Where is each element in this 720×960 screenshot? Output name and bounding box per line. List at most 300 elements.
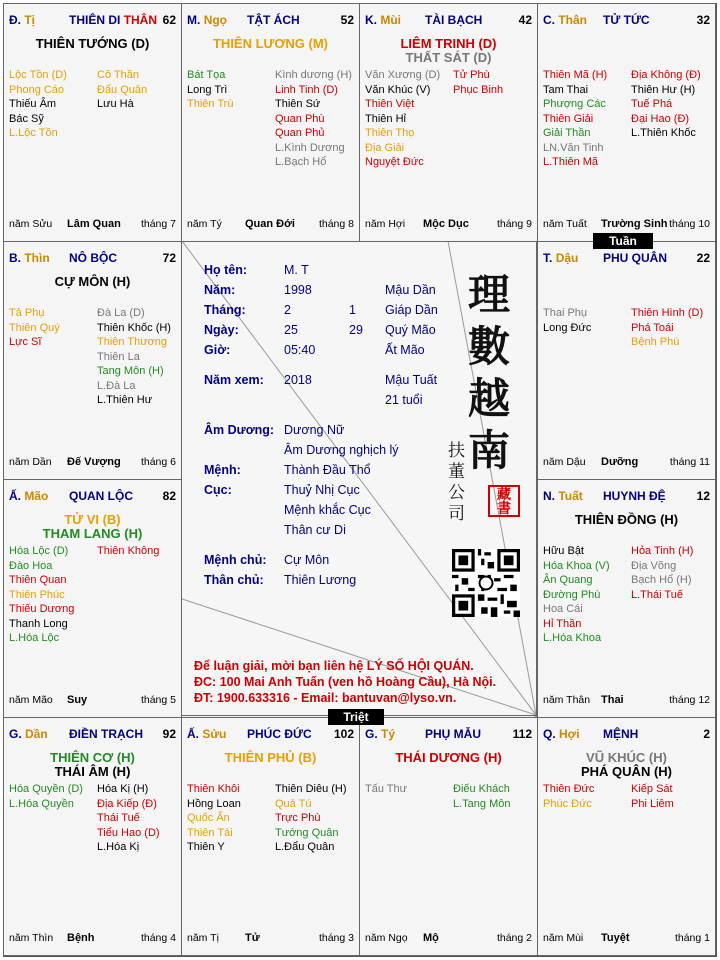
contact-address: ĐC: 100 Mai Anh Tuấn (ven hồ Hoàng Cầu), Hà Nội.: [194, 675, 497, 689]
palace-cell-ngo: [181, 3, 360, 242]
main-star: THẤT SÁT (D): [405, 50, 492, 65]
minor-star: Long Đức: [543, 321, 592, 334]
palace-footer: [9, 694, 176, 708]
minor-star: Văn Xương (D): [365, 69, 441, 81]
chi-label: Mùi: [380, 13, 402, 27]
palace-header: [9, 489, 176, 503]
minor-star: Tam Thai: [543, 83, 589, 96]
main-star: THÁI DƯƠNG (H): [395, 750, 502, 765]
main-star: THIÊN PHỦ (B): [224, 750, 317, 765]
palace-name: [425, 13, 482, 27]
minor-star: Thiên Hư (H): [631, 83, 696, 96]
minor-star: Thiếu Âm: [9, 98, 57, 110]
truong-sinh-stage: Tuyệt: [601, 932, 630, 944]
hoten-label: Họ tên:: [204, 263, 248, 277]
palace-footer: [9, 456, 176, 470]
palace-header: [9, 13, 176, 27]
minor-star: Tuế Phá: [631, 98, 673, 110]
minor-star: Thiên Việt: [365, 98, 415, 110]
han-month: tháng 6: [140, 456, 176, 468]
palace-footer: [543, 218, 710, 232]
minor-stars-right: [631, 306, 703, 350]
palace-cell-hoi: [537, 717, 716, 956]
calligraphy-char: 理: [468, 270, 511, 319]
han-month: tháng 10: [669, 218, 710, 230]
chi-label: Tị: [24, 13, 36, 27]
minor-stars-left: [543, 68, 607, 170]
chi-label: Thìn: [24, 251, 50, 265]
minor-star: Cô Thần: [97, 69, 139, 81]
main-star: CỰ MÔN (H): [54, 274, 131, 289]
minor-star: Địa Không (Đ): [631, 69, 701, 81]
minor-stars-right: [97, 782, 160, 855]
calligraphy-char: 數: [468, 322, 511, 371]
minor-star: L.Thiên Mã: [543, 156, 599, 168]
main-star: THIÊN LƯƠNG (M): [212, 36, 329, 51]
palace-name-text: MỆNH: [603, 727, 639, 741]
palace-name-text: TÀI BẠCH: [425, 13, 483, 27]
palace-name: [69, 727, 143, 741]
palace-number: 102: [333, 727, 354, 741]
main-star: THIÊN ĐỒNG (H): [574, 512, 679, 527]
palace-number: 2: [703, 727, 710, 741]
minor-star: Thiên Phúc: [9, 588, 65, 601]
calligraphy-small: [448, 441, 465, 525]
namxem-value: 2018: [284, 373, 312, 387]
minor-star: Lộc Tồn (D): [9, 69, 67, 81]
namxem-am: Mậu Tuất: [385, 373, 438, 387]
minor-star: Văn Khúc (V): [365, 83, 431, 96]
palace-header: [543, 727, 710, 741]
can-label: M.: [187, 13, 201, 27]
minor-star: L.Đà La: [97, 379, 136, 392]
amduong-note: Âm Dương nghịch lý: [284, 443, 399, 457]
can-label: T.: [543, 251, 553, 265]
minor-star: Hóa Lộc (D): [9, 545, 69, 557]
main-star: THÁI ÂM (H): [54, 764, 131, 779]
minor-star: Đại Hao (Đ): [631, 112, 690, 125]
palace-cell-ty: [359, 717, 538, 956]
chi-label: Tý: [381, 727, 396, 741]
minor-star: Phong Cáo: [9, 83, 65, 96]
han-month: tháng 3: [318, 932, 354, 944]
han-year: năm Thìn: [9, 932, 54, 944]
truong-sinh-stage: Trường Sinh: [601, 218, 668, 230]
minor-star: Kình dương (H): [275, 69, 352, 81]
palace-footer: [9, 218, 176, 232]
palace-name-text: THIÊN DI: [69, 13, 121, 27]
minor-star: Quan Phủ: [275, 127, 325, 139]
minor-star: L.Hóa Quyền: [9, 797, 74, 810]
palace-header: [543, 13, 710, 27]
chi-label: Mão: [24, 489, 49, 503]
can-label: Ấ.: [187, 727, 199, 741]
palace-number: 62: [162, 13, 176, 27]
amduong-value: Dương Nữ: [284, 423, 345, 437]
minor-star: Tướng Quân: [275, 826, 339, 839]
chi-label: Thân: [558, 13, 588, 27]
minor-star: Hỉ Thần: [543, 617, 582, 630]
minor-star: Địa Kiếp (Đ): [97, 797, 157, 810]
palace-name: [603, 13, 650, 27]
minor-star: L.Thiên Khốc: [631, 127, 696, 139]
minor-star: Thiên Trù: [187, 98, 234, 110]
cuc-value: Thuỷ Nhị Cục: [284, 483, 360, 497]
minor-stars-right: [631, 782, 674, 811]
minor-star: Thiên La: [97, 350, 140, 363]
han-month: tháng 5: [140, 694, 176, 706]
han-month: tháng 12: [669, 694, 710, 706]
minor-star: Hóa Kị (H): [97, 783, 149, 795]
can-label: Đ.: [9, 13, 21, 27]
palace-name-text: PHÚC ĐỨC: [247, 727, 312, 741]
minor-star: Kiếp Sát: [631, 783, 673, 795]
chi-label: Sửu: [202, 727, 227, 741]
palace-cell-thin: [3, 241, 182, 480]
chi-label: Ngọ: [203, 13, 228, 27]
minor-star: Điếu Khách: [453, 783, 510, 795]
minor-star: L.Hóa Lộc: [9, 632, 60, 644]
palace-name: [425, 727, 481, 741]
han-year: năm Tuất: [543, 218, 587, 230]
nam-value: 1998: [284, 283, 312, 297]
chi-label: Dần: [25, 727, 48, 741]
palace-cell-suu: [181, 717, 360, 956]
palace-header: [9, 251, 176, 265]
main-star: LIÊM TRINH (D): [400, 36, 497, 51]
minor-stars-left: [365, 782, 407, 797]
minor-star: Bệnh Phù: [631, 336, 680, 348]
gio-label: Giờ:: [204, 343, 231, 357]
can-label: N.: [543, 489, 555, 503]
minor-star: Thiên Sứ: [275, 98, 321, 110]
minor-star: L.Hóa Kị: [97, 841, 140, 853]
qr-code[interactable]: [452, 549, 520, 617]
minor-star: L.Kình Dương: [275, 141, 345, 154]
minor-star: Hữu Bật: [543, 545, 584, 557]
minor-star: Thiên Diêu (H): [275, 783, 347, 795]
chi-label: Hợi: [559, 727, 580, 741]
minor-star: Thái Tuế: [97, 812, 140, 824]
palace-number: 12: [696, 489, 710, 503]
palace-number: 42: [518, 13, 532, 27]
palace-header: [9, 727, 176, 741]
thang-am-number: 1: [349, 303, 356, 317]
can-label: K.: [365, 13, 377, 27]
minor-star: Hóa Quyền (D): [9, 783, 83, 795]
triet-marker: Triệt: [328, 709, 384, 725]
hoten-value: M. T: [284, 263, 309, 277]
minor-star: Thiên Giải: [543, 112, 594, 125]
than-marker: THÂN: [123, 13, 158, 27]
minor-star: Thiên Khôi: [187, 783, 240, 795]
nam-am: Mậu Dần: [385, 283, 436, 297]
han-month: tháng 9: [496, 218, 532, 230]
palace-name-text: PHU QUÂN: [603, 251, 668, 265]
palace-cell-ti: [3, 3, 182, 242]
minor-stars-left: [187, 782, 241, 855]
minor-star: Phi Liêm: [631, 797, 674, 810]
minor-stars-left: [543, 306, 591, 335]
minor-star: Phúc Đức: [543, 797, 592, 810]
calligraphy-logo: [468, 269, 510, 477]
minor-stars-left: [543, 544, 610, 646]
palace-number: 92: [162, 727, 176, 741]
palace-name: [69, 13, 157, 27]
minor-stars-right: [97, 68, 147, 112]
minor-star: Thiên Y: [187, 841, 225, 853]
chi-label: Tuất: [558, 489, 583, 503]
minor-stars-left: [187, 68, 233, 112]
minor-star: Trực Phù: [275, 812, 321, 824]
menh-label: Mệnh:: [204, 463, 241, 477]
palace-footer: [543, 932, 710, 946]
main-star: THAM LANG (H): [42, 526, 143, 541]
minor-star: Địa Giải: [365, 141, 405, 154]
minor-star: Bát Tọa: [187, 69, 226, 81]
tuan-marker: Tuần: [593, 233, 653, 249]
palace-cell-mao: [3, 479, 182, 718]
calligraphy-small-char: 扶: [448, 441, 465, 461]
minor-stars-left: [9, 306, 60, 350]
minor-star: Linh Tinh (D): [275, 83, 338, 96]
minor-star: Bạch Hổ (H): [631, 574, 692, 586]
calligraphy-small-char: 司: [448, 504, 465, 524]
menhchu-label: Mệnh chủ:: [204, 553, 267, 567]
minor-star: L.Lộc Tồn: [9, 127, 58, 139]
palace-name-text: PHỤ MẪU: [425, 727, 481, 741]
minor-star: Quan Phù: [275, 112, 325, 125]
cuc-note: Mệnh khắc Cục: [284, 503, 371, 517]
thang-am: Giáp Dần: [385, 303, 438, 317]
calligraphy-small-char: 公: [448, 483, 465, 503]
chi-label: Dậu: [555, 251, 579, 265]
truong-sinh-stage: Tử: [245, 932, 260, 944]
palace-header: [365, 727, 532, 741]
ngay-label: Ngày:: [204, 323, 239, 337]
thang-label: Tháng:: [204, 303, 246, 317]
han-year: năm Ngọ: [365, 932, 408, 944]
contact-phone-email[interactable]: ĐT: 1900.633316 - Email: bantuvan@lyso.vn.: [194, 691, 457, 705]
han-month: tháng 1: [674, 932, 710, 944]
minor-star: Thiếu Dương: [9, 603, 75, 615]
palace-cell-mui: [359, 3, 538, 242]
han-year: năm Dần: [9, 456, 52, 468]
truong-sinh-stage: Bệnh: [67, 932, 95, 944]
menhchu-value: Cự Môn: [284, 553, 330, 567]
minor-stars-right: [453, 68, 503, 97]
palace-header: [543, 251, 710, 265]
palace-footer: [187, 218, 354, 232]
palace-name: [603, 727, 638, 741]
minor-star: Tử Phù: [453, 69, 490, 81]
palace-name-text: HUYNH ĐỆ: [603, 489, 666, 503]
truong-sinh-stage: Mộc Dục: [423, 218, 469, 230]
truong-sinh-stage: Đế Vượng: [67, 456, 121, 468]
minor-star: Phục Binh: [453, 83, 504, 96]
minor-star: Thiên Thọ: [365, 127, 415, 139]
palace-number: 112: [512, 727, 532, 741]
minor-stars-left: [9, 68, 67, 141]
palace-footer: [187, 932, 354, 946]
han-year: năm Tý: [187, 218, 222, 230]
palace-cell-dan: [3, 717, 182, 956]
main-star: PHÁ QUÂN (H): [581, 764, 672, 779]
truong-sinh-stage: Mộ: [423, 932, 439, 944]
palace-header: [543, 489, 710, 503]
minor-star: Địa Võng: [631, 559, 677, 572]
palace-header: [187, 727, 354, 741]
palace-number: 72: [162, 251, 176, 265]
minor-stars-right: [275, 68, 352, 170]
palace-name-text: TẬT ÁCH: [247, 13, 300, 27]
minor-stars-left: [365, 68, 440, 170]
can-label: Q.: [543, 727, 556, 741]
palace-name: [69, 251, 117, 265]
minor-stars-left: [9, 782, 83, 811]
han-year: năm Tị: [187, 932, 219, 944]
han-month: tháng 7: [140, 218, 176, 230]
ngay-am-number: 29: [349, 323, 363, 337]
nam-label: Năm:: [204, 283, 236, 297]
han-year: năm Sửu: [9, 218, 53, 230]
palace-cell-tuat: [537, 479, 716, 718]
minor-stars-right: [631, 68, 701, 141]
minor-stars-left: [9, 544, 74, 646]
minor-star: LN.Văn Tinh: [543, 141, 604, 154]
minor-star: L.Bạch Hổ: [275, 156, 327, 168]
minor-stars-right: [631, 544, 693, 602]
namxem-label: Năm xem:: [204, 373, 264, 387]
palace-name-text: ĐIỀN TRẠCH: [69, 727, 143, 741]
palace-footer: [365, 932, 532, 946]
minor-star: Thiên Tài: [187, 826, 233, 839]
palace-footer: [365, 218, 532, 232]
palace-footer: [543, 694, 710, 708]
minor-star: Hỏa Tinh (H): [631, 545, 694, 557]
than-cu: Thân cư Di: [284, 523, 346, 537]
truong-sinh-stage: Quan Đới: [245, 218, 295, 230]
thanchu-label: Thân chủ:: [204, 573, 264, 587]
minor-star: Thiên Không: [97, 545, 160, 557]
minor-star: Quả Tú: [275, 797, 312, 810]
minor-star: Tấu Thư: [365, 783, 408, 795]
palace-number: 52: [340, 13, 354, 27]
han-year: năm Mùi: [543, 932, 584, 944]
minor-stars-right: [97, 544, 159, 559]
minor-star: Long Trì: [187, 83, 228, 96]
minor-stars-right: [453, 782, 510, 811]
minor-star: Thiên Quan: [9, 574, 67, 586]
center-info-panel: [181, 240, 537, 716]
palace-name-text: QUAN LỘC: [69, 489, 133, 503]
tuoi: 21 tuổi: [385, 393, 423, 407]
minor-star: Giải Thần: [543, 127, 591, 139]
can-label: G.: [9, 727, 22, 741]
minor-star: Phá Toái: [631, 321, 674, 334]
ngay-value: 25: [284, 323, 298, 337]
gio-am: Ất Mão: [385, 343, 425, 357]
can-label: C.: [543, 13, 555, 27]
minor-stars-right: [97, 306, 171, 408]
thang-value: 2: [284, 303, 291, 317]
han-month: tháng 4: [140, 932, 176, 944]
palace-name: [69, 489, 133, 503]
minor-star: Thiên Quý: [9, 321, 60, 334]
calligraphy-char: 越: [468, 374, 511, 423]
palace-cell-dau: [537, 241, 716, 480]
minor-star: Thiên Đức: [543, 783, 595, 795]
minor-star: L.Tang Môn: [453, 797, 511, 810]
calligraphy-small-char: 董: [448, 462, 465, 482]
minor-star: Thiên Hình (D): [631, 307, 704, 319]
minor-star: Bác Sỹ: [9, 112, 44, 125]
han-year: năm Hợi: [365, 218, 406, 230]
palace-name: [247, 727, 312, 741]
can-label: Ấ.: [9, 489, 21, 503]
palace-footer: [543, 456, 710, 470]
palace-footer: [9, 932, 176, 946]
calligraphy-char: 南: [468, 426, 511, 475]
palace-header: [365, 13, 532, 27]
thanchu-value: Thiên Lương: [284, 573, 357, 587]
palace-name: [603, 251, 667, 265]
contact-line-1: Để luận giải, mời bạn liên hệ LÝ SỐ HỘI QUÁN.: [194, 659, 474, 673]
truong-sinh-stage: Dưỡng: [601, 456, 639, 468]
minor-star: L.Đẩu Quân: [275, 841, 335, 853]
palace-cell-than: [537, 3, 716, 242]
palace-number: 32: [696, 13, 710, 27]
minor-star: Đà La (D): [97, 307, 145, 319]
main-star: THIÊN CƠ (H): [50, 750, 135, 765]
truong-sinh-stage: Thai: [601, 694, 624, 706]
main-star: THIÊN TƯỚNG (D): [35, 36, 150, 51]
minor-star: L.Thiên Hư: [97, 394, 153, 406]
minor-star: Đường Phù: [543, 588, 601, 601]
minor-star: Thiên Khốc (H): [97, 321, 171, 334]
amduong-label: Âm Dương:: [204, 423, 275, 437]
ngay-am: Quý Mão: [385, 323, 436, 337]
can-label: G.: [365, 727, 378, 741]
minor-star: Lực Sĩ: [9, 336, 42, 348]
minor-star: Hoa Cái: [543, 603, 583, 615]
palace-header: [187, 13, 354, 27]
red-seal-stamp: 藏 書: [488, 485, 520, 517]
han-month: tháng 2: [496, 932, 532, 944]
minor-star: Tang Môn (H): [97, 365, 164, 377]
minor-stars-right: [275, 782, 347, 855]
minor-star: Phượng Các: [543, 98, 606, 110]
minor-stars-left: [543, 782, 594, 811]
han-year: năm Dậu: [543, 456, 586, 468]
palace-name: [247, 13, 300, 27]
truong-sinh-stage: Suy: [67, 694, 88, 706]
palace-name-text: NÔ BỘC: [69, 251, 117, 265]
minor-star: Đẩu Quân: [97, 83, 148, 96]
minor-star: Hóa Khoa (V): [543, 559, 610, 572]
minor-star: Thiên Thương: [97, 336, 168, 348]
minor-star: L.Thái Tuế: [631, 588, 683, 601]
minor-star: Thai Phụ: [543, 307, 588, 319]
han-month: tháng 8: [318, 218, 354, 230]
minor-star: Thiên Hỉ: [365, 112, 406, 125]
minor-star: Thiên Mã (H): [543, 69, 608, 81]
minor-star: L.Hóa Khoa: [543, 632, 602, 644]
minor-star: Tả Phụ: [9, 307, 45, 319]
cuc-label: Cục:: [204, 483, 232, 497]
minor-star: Đào Hoa: [9, 559, 53, 572]
palace-number: 22: [696, 251, 710, 265]
